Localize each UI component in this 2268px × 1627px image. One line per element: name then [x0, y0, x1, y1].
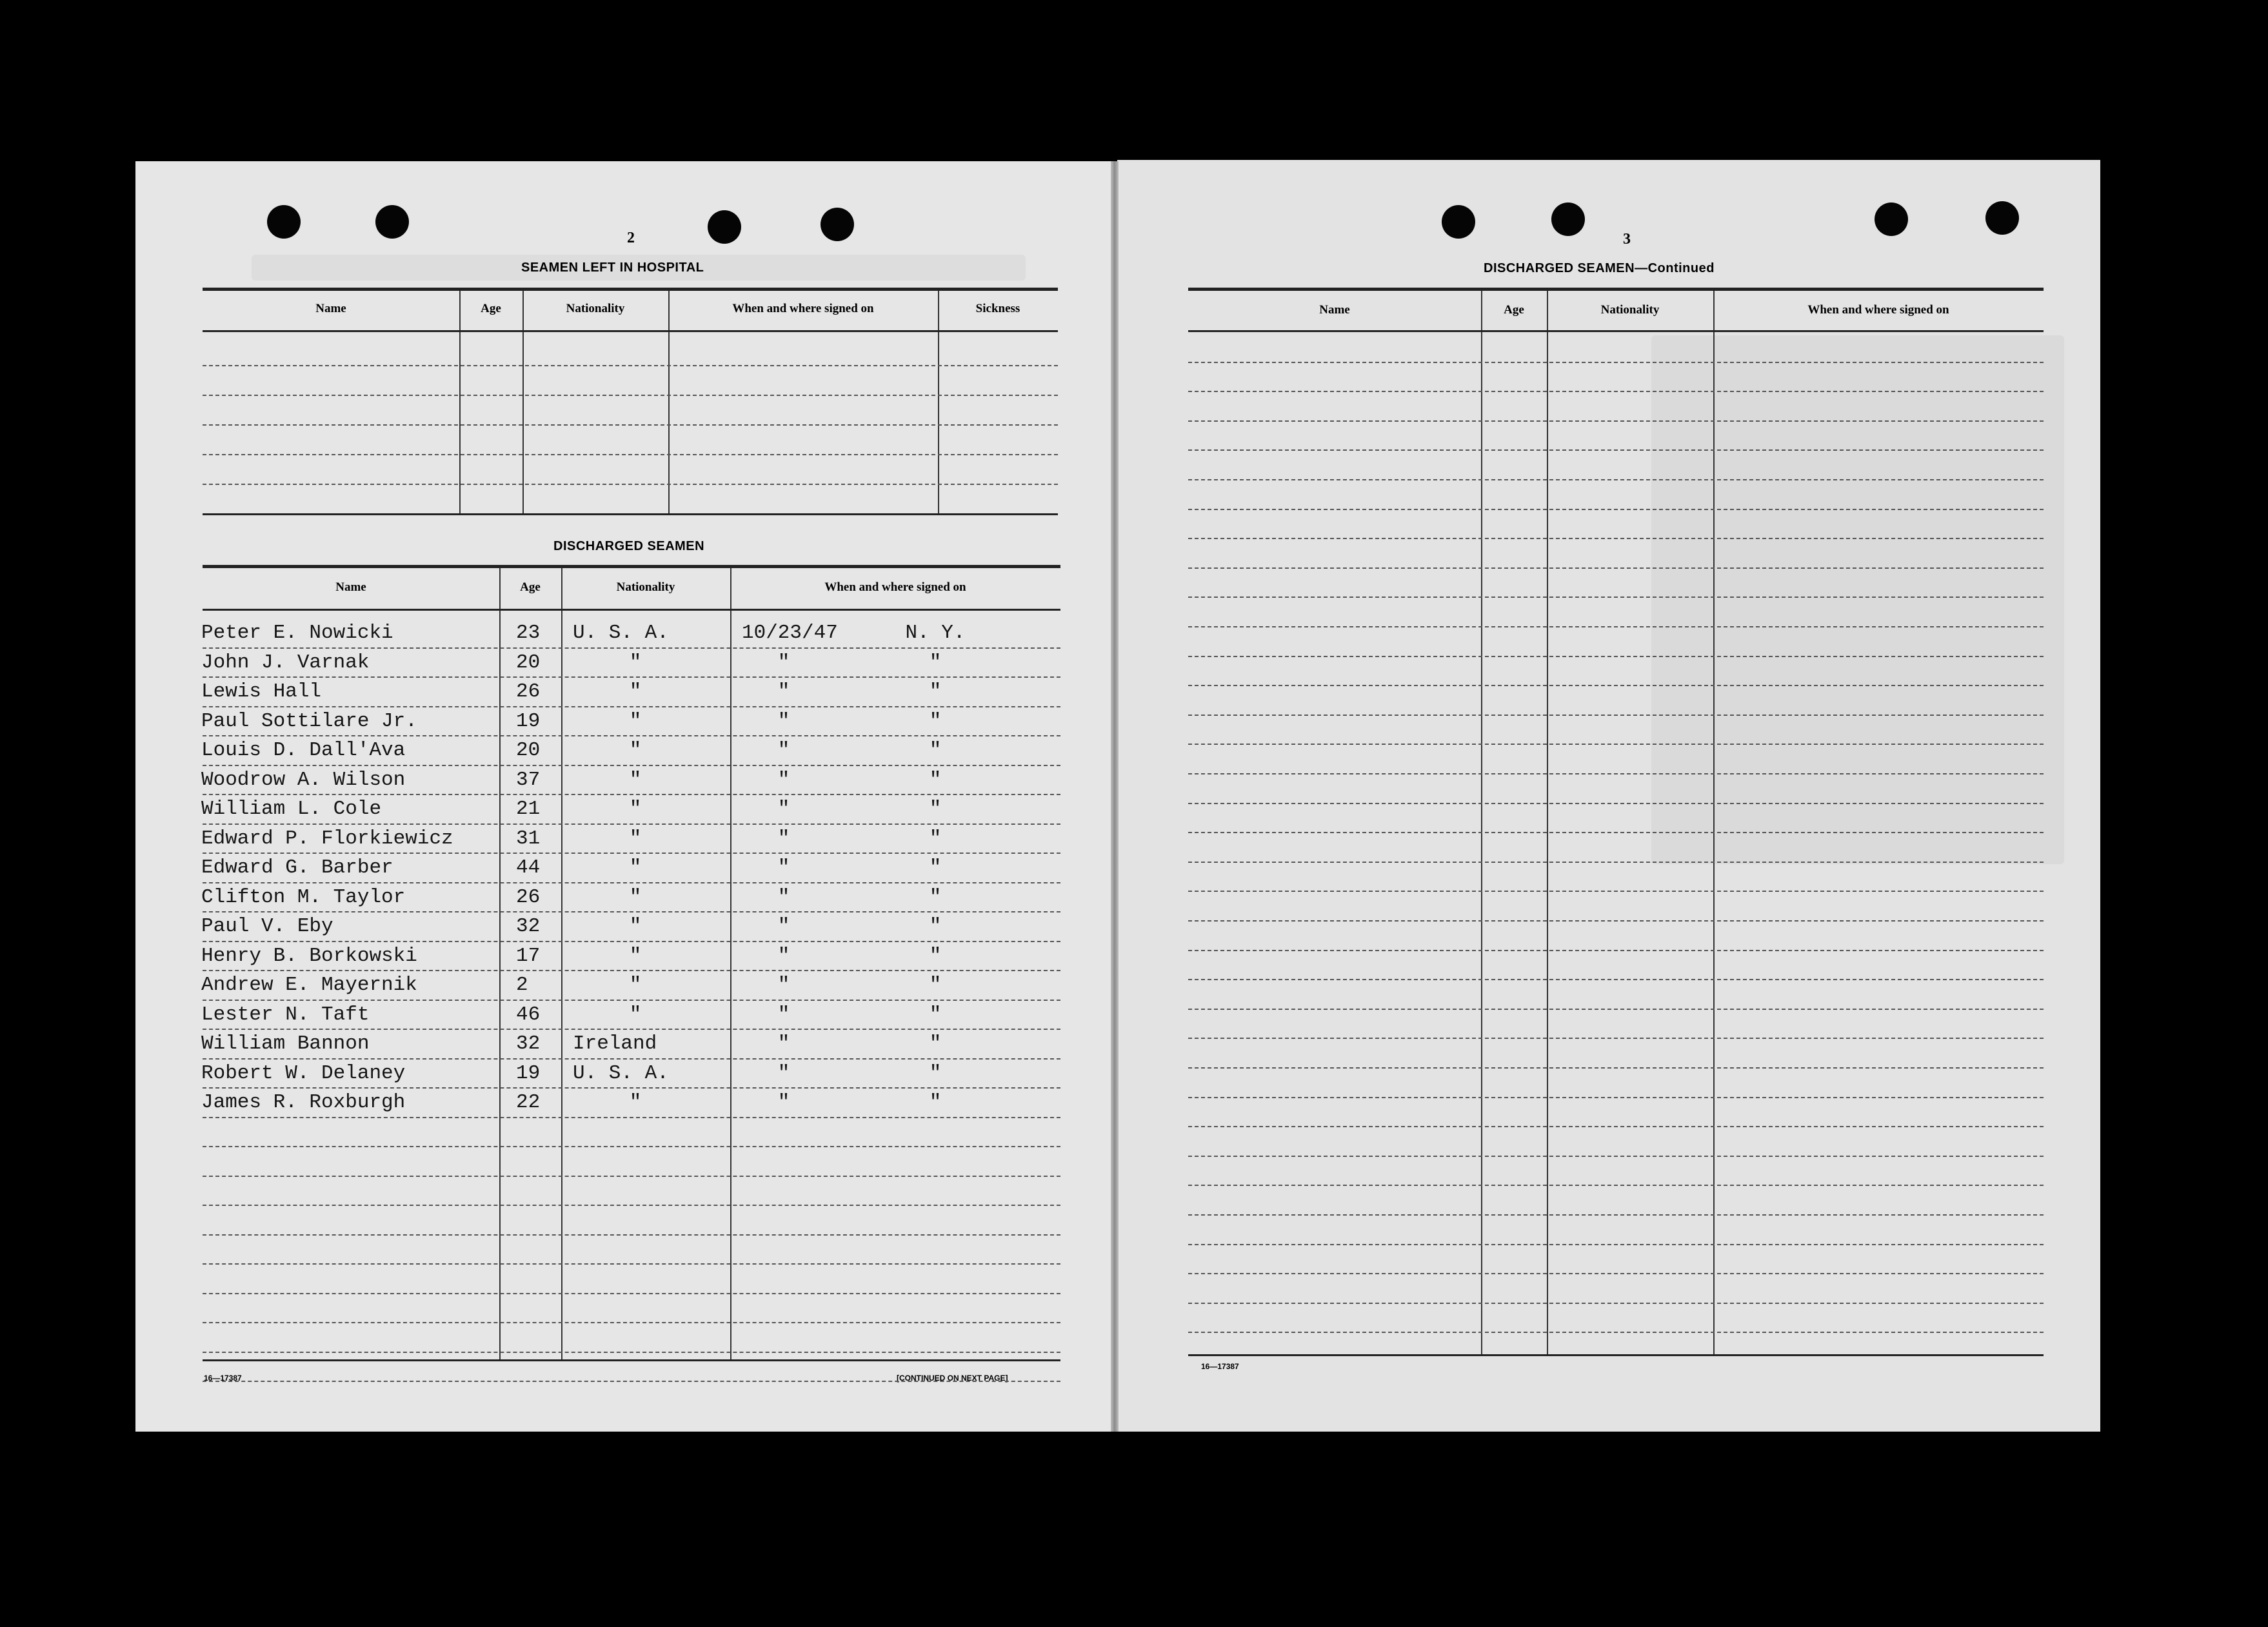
signed-on-date: "	[777, 974, 790, 996]
column-divider	[522, 291, 524, 515]
signed-on-date: "	[777, 1062, 790, 1085]
seaman-nationality: "	[629, 856, 642, 879]
continued-header-signed-on: When and where signed on	[1807, 303, 1949, 317]
binder-hole-icon	[1442, 205, 1475, 239]
seaman-name: Lester N. Taft	[201, 1003, 370, 1026]
row-line	[1188, 744, 2044, 745]
row-line	[203, 395, 1058, 396]
seaman-age: 2	[516, 974, 528, 996]
signed-on-place: "	[929, 856, 942, 879]
row-line	[1188, 891, 2044, 892]
row-line	[203, 647, 1060, 649]
row-line	[1188, 1038, 2044, 1039]
row-line	[203, 1176, 1060, 1177]
signed-on-date: "	[777, 1091, 790, 1114]
seaman-age: 20	[516, 739, 541, 762]
table-top-rule	[1188, 288, 2044, 291]
row-line	[203, 823, 1060, 825]
row-line	[1188, 567, 2044, 569]
row-line	[1188, 597, 2044, 598]
signed-on-place: "	[929, 710, 942, 733]
signed-on-place: "	[929, 769, 942, 791]
row-line	[1188, 1303, 2044, 1304]
seaman-nationality: "	[629, 827, 642, 850]
seaman-age: 17	[516, 945, 541, 967]
binder-hole-icon	[1875, 202, 1908, 236]
row-line	[203, 911, 1060, 912]
seaman-name: Robert W. Delaney	[201, 1062, 406, 1085]
continued-header-nationality: Nationality	[1600, 303, 1660, 317]
signed-on-date: "	[777, 1003, 790, 1026]
left-page	[135, 161, 1112, 1432]
row-line	[203, 1117, 1060, 1118]
row-line	[1188, 509, 2044, 510]
signed-on-date: "	[777, 915, 790, 938]
continued-note: [CONTINUED ON NEXT PAGE]	[897, 1374, 1008, 1383]
page-number: 2	[627, 230, 635, 246]
seaman-name: Lewis Hall	[201, 680, 322, 703]
row-line	[203, 365, 1058, 366]
row-line	[1188, 362, 2044, 363]
row-line	[1188, 862, 2044, 863]
seaman-age: 22	[516, 1091, 541, 1114]
row-line	[1188, 803, 2044, 804]
row-line	[1188, 1156, 2044, 1157]
seaman-nationality: "	[629, 886, 642, 909]
row-line	[1188, 1332, 2044, 1333]
header-rule	[203, 609, 1060, 611]
seaman-nationality: U. S. A.	[573, 1062, 669, 1085]
row-line	[203, 1322, 1060, 1323]
binder-hole-icon	[375, 205, 409, 239]
hospital-header-age: Age	[481, 302, 501, 315]
signed-on-date: "	[777, 827, 790, 850]
row-line	[1188, 1214, 2044, 1216]
signed-on-place: "	[929, 739, 942, 762]
row-line	[203, 853, 1060, 854]
row-line	[1188, 1067, 2044, 1069]
signed-on-place: "	[929, 915, 942, 938]
row-line	[203, 1234, 1060, 1236]
binder-hole-icon	[1551, 202, 1585, 236]
row-line	[203, 794, 1060, 795]
seaman-nationality: "	[629, 798, 642, 820]
seaman-name: William L. Cole	[201, 798, 382, 820]
signed-on-place: "	[929, 945, 942, 967]
signed-on-date: "	[777, 856, 790, 879]
hospital-header-name: Name	[315, 302, 346, 315]
seaman-nationality: Ireland	[573, 1032, 657, 1055]
row-line	[203, 1087, 1060, 1089]
row-line	[203, 1058, 1060, 1060]
seaman-age: 21	[516, 798, 541, 820]
row-line	[1188, 715, 2044, 716]
row-line	[203, 735, 1060, 736]
row-line	[1188, 1244, 2044, 1245]
seaman-age: 23	[516, 622, 541, 644]
row-line	[1188, 1185, 2044, 1186]
seaman-name: Louis D. Dall'Ava	[201, 739, 406, 762]
signed-on-place: "	[929, 1003, 942, 1026]
seaman-age: 31	[516, 827, 541, 850]
continued-header-name: Name	[1319, 303, 1350, 317]
header-rule	[1188, 330, 2044, 332]
seaman-nationality: "	[629, 680, 642, 703]
signed-on-date: "	[777, 680, 790, 703]
seaman-nationality: "	[629, 915, 642, 938]
signed-on-date: "	[777, 1032, 790, 1055]
seaman-age: 19	[516, 1062, 541, 1085]
row-line	[203, 970, 1060, 971]
signed-on-place: "	[929, 1091, 942, 1114]
row-line	[1188, 1273, 2044, 1274]
seaman-age: 46	[516, 1003, 541, 1026]
row-line	[203, 765, 1060, 766]
row-line	[1188, 832, 2044, 833]
header-rule	[203, 330, 1058, 332]
row-line	[1188, 950, 2044, 951]
row-line	[203, 1146, 1060, 1147]
seaman-age: 37	[516, 769, 541, 791]
seaman-name: Woodrow A. Wilson	[201, 769, 406, 791]
row-line	[1188, 979, 2044, 980]
seaman-name: Clifton M. Taylor	[201, 886, 406, 909]
row-line	[1188, 1126, 2044, 1127]
seaman-nationality: "	[629, 739, 642, 762]
discharged-section-title: DISCHARGED SEAMEN	[553, 539, 705, 553]
seaman-name: Edward G. Barber	[201, 856, 393, 879]
signed-on-date: "	[777, 739, 790, 762]
signed-on-date: "	[777, 798, 790, 820]
binder-hole-icon	[821, 208, 854, 241]
discharged-header-signed-on: When and where signed on	[824, 580, 966, 594]
row-line	[203, 941, 1060, 942]
seaman-age: 19	[516, 710, 541, 733]
row-line	[203, 1029, 1060, 1030]
signed-on-place: N. Y.	[905, 622, 966, 644]
seaman-name: Edward P. Florkiewicz	[201, 827, 453, 850]
row-line	[203, 1381, 1060, 1382]
discharged-header-age: Age	[520, 580, 541, 594]
row-line	[1188, 538, 2044, 539]
table-top-rule	[203, 288, 1058, 291]
table-bottom-rule	[203, 1359, 1060, 1361]
row-line	[203, 1352, 1060, 1353]
seaman-nationality: "	[629, 1003, 642, 1026]
form-number: 16—17387	[1201, 1362, 1239, 1371]
hospital-header-nationality: Nationality	[566, 302, 625, 315]
seaman-name: James R. Roxburgh	[201, 1091, 406, 1114]
row-line	[1188, 685, 2044, 686]
table-bottom-rule	[1188, 1354, 2044, 1356]
seaman-name: John J. Varnak	[201, 651, 370, 674]
signed-on-place: "	[929, 974, 942, 996]
signed-on-place: "	[929, 680, 942, 703]
signed-on-date: "	[777, 886, 790, 909]
row-line	[1188, 1097, 2044, 1098]
row-line	[1188, 391, 2044, 392]
seaman-nationality: "	[629, 945, 642, 967]
table-top-rule	[203, 565, 1060, 568]
row-line	[203, 882, 1060, 883]
row-line	[203, 1263, 1060, 1265]
column-divider	[730, 568, 731, 1361]
seaman-nationality: "	[629, 769, 642, 791]
seaman-name: Henry B. Borkowski	[201, 945, 417, 967]
continued-header-age: Age	[1504, 303, 1524, 317]
column-divider	[938, 291, 939, 515]
row-line	[203, 1293, 1060, 1294]
seaman-age: 32	[516, 915, 541, 938]
page-spine	[1111, 161, 1119, 1432]
row-line	[203, 484, 1058, 485]
signed-on-date: 10/23/47	[742, 622, 838, 644]
row-line	[1188, 420, 2044, 422]
seaman-age: 32	[516, 1032, 541, 1055]
seaman-age: 20	[516, 651, 541, 674]
signed-on-place: "	[929, 1062, 942, 1085]
discharged-continued-title: DISCHARGED SEAMEN—Continued	[1484, 261, 1715, 275]
seaman-nationality: "	[629, 1091, 642, 1114]
hospital-section-title: SEAMEN LEFT IN HOSPITAL	[521, 261, 704, 275]
discharged-header-name: Name	[335, 580, 366, 594]
binder-hole-icon	[708, 210, 741, 244]
column-divider	[499, 568, 501, 1361]
seaman-nationality: "	[629, 710, 642, 733]
table-bottom-rule	[203, 513, 1058, 515]
signed-on-date: "	[777, 710, 790, 733]
hospital-header-sickness: Sickness	[975, 302, 1020, 315]
hospital-header-signed-on: When and where signed on	[732, 302, 874, 315]
discharged-header-nationality: Nationality	[616, 580, 675, 594]
seaman-nationality: "	[629, 651, 642, 674]
seaman-name: Peter E. Nowicki	[201, 622, 393, 644]
signed-on-date: "	[777, 651, 790, 674]
form-number: 16—17387	[204, 1374, 242, 1383]
row-line	[203, 424, 1058, 426]
seaman-name: Paul Sottilare Jr.	[201, 710, 417, 733]
row-line	[1188, 1009, 2044, 1010]
row-line	[1188, 773, 2044, 774]
seaman-age: 44	[516, 856, 541, 879]
row-line	[1188, 479, 2044, 480]
row-line	[1188, 626, 2044, 627]
signed-on-place: "	[929, 1032, 942, 1055]
row-line	[203, 1000, 1060, 1001]
seaman-name: Paul V. Eby	[201, 915, 333, 938]
signed-on-place: "	[929, 651, 942, 674]
seaman-nationality: "	[629, 974, 642, 996]
row-line	[203, 706, 1060, 707]
signed-on-date: "	[777, 945, 790, 967]
signed-on-date: "	[777, 769, 790, 791]
row-line	[203, 454, 1058, 455]
column-divider	[668, 291, 670, 515]
seaman-name: William Bannon	[201, 1032, 370, 1055]
column-divider	[459, 291, 461, 515]
seaman-age: 26	[516, 680, 541, 703]
row-line	[1188, 449, 2044, 451]
signed-on-place: "	[929, 827, 942, 850]
row-line	[203, 1205, 1060, 1206]
seaman-name: Andrew E. Mayernik	[201, 974, 417, 996]
seaman-age: 26	[516, 886, 541, 909]
seaman-nationality: U. S. A.	[573, 622, 669, 644]
binder-hole-icon	[1985, 201, 2019, 235]
row-line	[1188, 656, 2044, 657]
binder-hole-icon	[267, 205, 301, 239]
signed-on-place: "	[929, 886, 942, 909]
signed-on-place: "	[929, 798, 942, 820]
row-line	[1188, 920, 2044, 922]
page-number: 3	[1623, 231, 1631, 248]
row-line	[203, 676, 1060, 678]
